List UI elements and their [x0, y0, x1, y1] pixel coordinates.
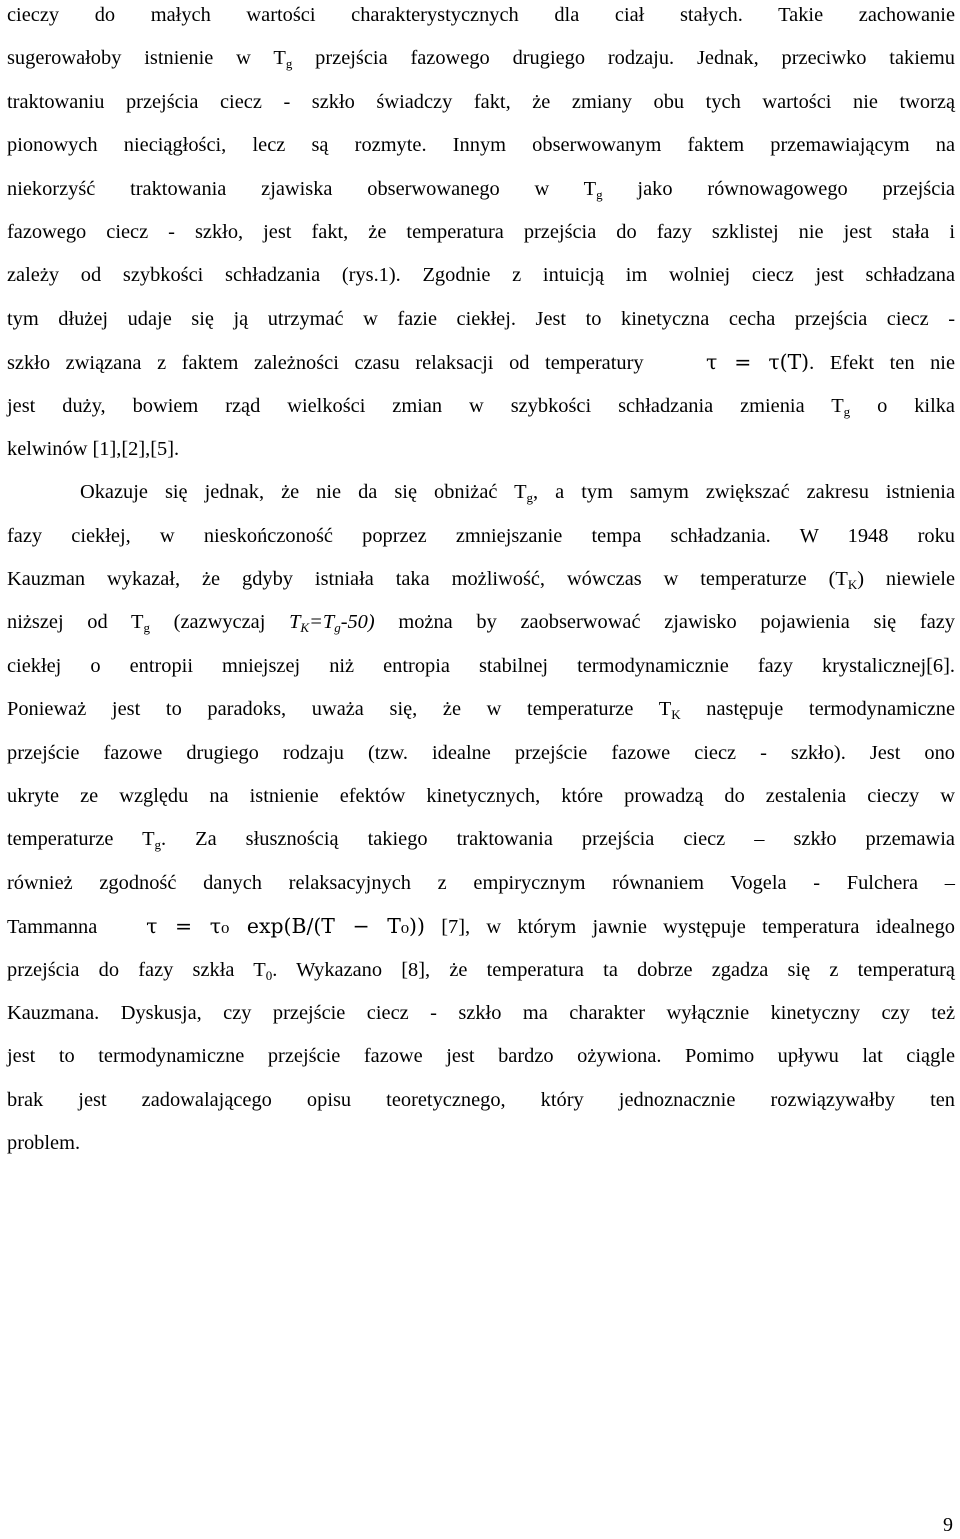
text-line: problem. — [7, 1132, 81, 1155]
text-span: ) niewiele — [857, 568, 955, 591]
text-span: Kauzman wykazał, że gdyby istniała taka możliwość, wówczas w temperaturze (T — [7, 568, 848, 591]
text-line: traktowaniu przejścia ciecz - szkło świadczy fakt, że zmiany obu tych wartości nie tworzą — [7, 90, 955, 113]
text-line: tym dłużej udaje się ją utrzymać w fazie ciekłej. Jest to kinetyczna cecha przejścia ciecz - — [7, 307, 955, 330]
subscript: g — [154, 837, 162, 853]
text-span: . Wykazano [8], że temperatura ta dobrze zgadza się z temperaturą — [272, 958, 955, 981]
subscript: K — [671, 707, 681, 723]
paragraph-1 — [7, 0, 955, 477]
italic-formula — [289, 611, 375, 636]
text-line: zależy od szybkości schładzania (rys.1). Zgodnie z intuicją im wolniej ciecz jest schładzana — [7, 264, 955, 287]
text-line — [7, 911, 955, 954]
text-span: Ponieważ jest to paradoks, uważa się, że w temperaturze T — [7, 698, 672, 721]
text-span: przejścia do fazy szkła T — [7, 958, 266, 981]
subscript: g — [526, 490, 534, 506]
text-span: niższej od T — [7, 611, 144, 634]
text-line: brak jest zadowalającego opisu teoretycznego, który jednoznacznie rozwiązywałby ten — [7, 1088, 955, 1111]
text-span: (zazwyczaj — [149, 611, 290, 634]
subscript: K — [300, 620, 310, 636]
text-line: fazowego ciecz - szkło, jest fakt, że temperatura przejścia do fazy szklistej nie jest stała i — [7, 220, 955, 243]
text-span: szkło związana z faktem zależności czasu relaksacji od temperatury — [7, 352, 644, 375]
text-line — [7, 174, 955, 217]
subscript: 0 — [265, 967, 273, 983]
text-line — [7, 824, 955, 867]
text-span: jest duży, bowiem rząd wielkości zmian w szybkości schładzania zmienia T — [7, 394, 844, 417]
subscript: K — [847, 577, 858, 593]
text-span: . Za słusznością takiego traktowania przejścia ciecz – szkło przemawia — [161, 828, 955, 851]
equation-vft: τ = τ₀ exp(B/(T − T₀)) — [146, 914, 425, 939]
text-line: również zgodność danych relaksacyjnych z empirycznym równaniem Vogela - Fulchera – — [7, 871, 955, 894]
subscript: g — [285, 56, 293, 72]
text-line — [7, 607, 955, 650]
text-span: przejścia fazowego drugiego rodzaju. Jednak, przeciwko takiemu — [292, 47, 955, 70]
text-line — [7, 564, 955, 607]
text-span: . Efekt ten nie — [809, 352, 956, 375]
subscript: g — [596, 186, 603, 202]
text-span: =T — [309, 611, 335, 634]
text-span: [7], w którym jawnie występuje temperatura idealnego — [424, 916, 955, 939]
body-text — [7, 0, 955, 1172]
text-line — [7, 477, 955, 520]
text-line — [7, 347, 955, 390]
text-span: następuje termodynamiczne — [680, 698, 955, 721]
text-span: o kilka — [850, 394, 955, 417]
text-line: kelwinów [1],[2],[5]. — [7, 437, 180, 460]
text-line: jest to termodynamiczne przejście fazowe jest bardzo ożywiona. Pomimo upływu lat ciągle — [7, 1045, 955, 1068]
text-line: pionowych nieciągłości, lecz są rozmyte. Innym obserwowanym faktem przemawiającym na — [7, 134, 955, 157]
equation-tau-of-t: τ = τ(T) — [706, 350, 810, 375]
text-span: -50) — [340, 611, 375, 634]
text-line: przejście fazowe drugiego rodzaju (tzw. idealne przejście fazowe ciecz - szkło). Jest ono — [7, 741, 955, 764]
subscript: g — [843, 403, 851, 419]
text-span: niekorzyść traktowania zjawiska obserwowanego w T — [7, 177, 597, 200]
text-span: temperaturze T — [7, 828, 155, 851]
text-line: Kauzmana. Dyskusja, czy przejście ciecz - szkło ma charakter wyłącznie kinetyczny czy też — [7, 1001, 955, 1024]
paragraph-2 — [7, 477, 955, 1171]
subscript: g — [143, 620, 150, 636]
text-line: cieczy do małych wartości charakterystycznych dla ciał stałych. Takie zachowanie — [7, 4, 955, 26]
text-line: fazy ciekłej, w nieskończoność poprzez zmniejszanie tempa schładzania. W 1948 roku — [7, 524, 955, 547]
text-span: Okazuje się jednak, że nie da się obniżać T — [80, 481, 527, 504]
text-line: ciekłej o entropii mniejszej niż entropia stabilnej termodynamicznie fazy krystalicznej[6]. — [7, 654, 955, 677]
text-line — [7, 955, 955, 998]
text-line: ukryte ze względu na istnienie efektów kinetycznych, które prowadzą do zestalenia cieczy w — [7, 785, 955, 808]
subscript: g — [334, 620, 341, 636]
text-span: można by zaobserwować zjawisko pojawienia się fazy — [374, 611, 955, 634]
text-span: sugerowałoby istnienie w T — [7, 47, 286, 70]
text-line — [7, 43, 955, 86]
page-number: 9 — [943, 1514, 953, 1536]
text-span: jako równowagowego przejścia — [602, 177, 955, 200]
text-line — [7, 391, 955, 434]
text-line — [7, 694, 955, 737]
text-span: Tammanna — [7, 916, 98, 939]
text-span: , a tym samym zwiększać zakresu istnienia — [533, 481, 955, 504]
text-span: T — [289, 611, 301, 634]
